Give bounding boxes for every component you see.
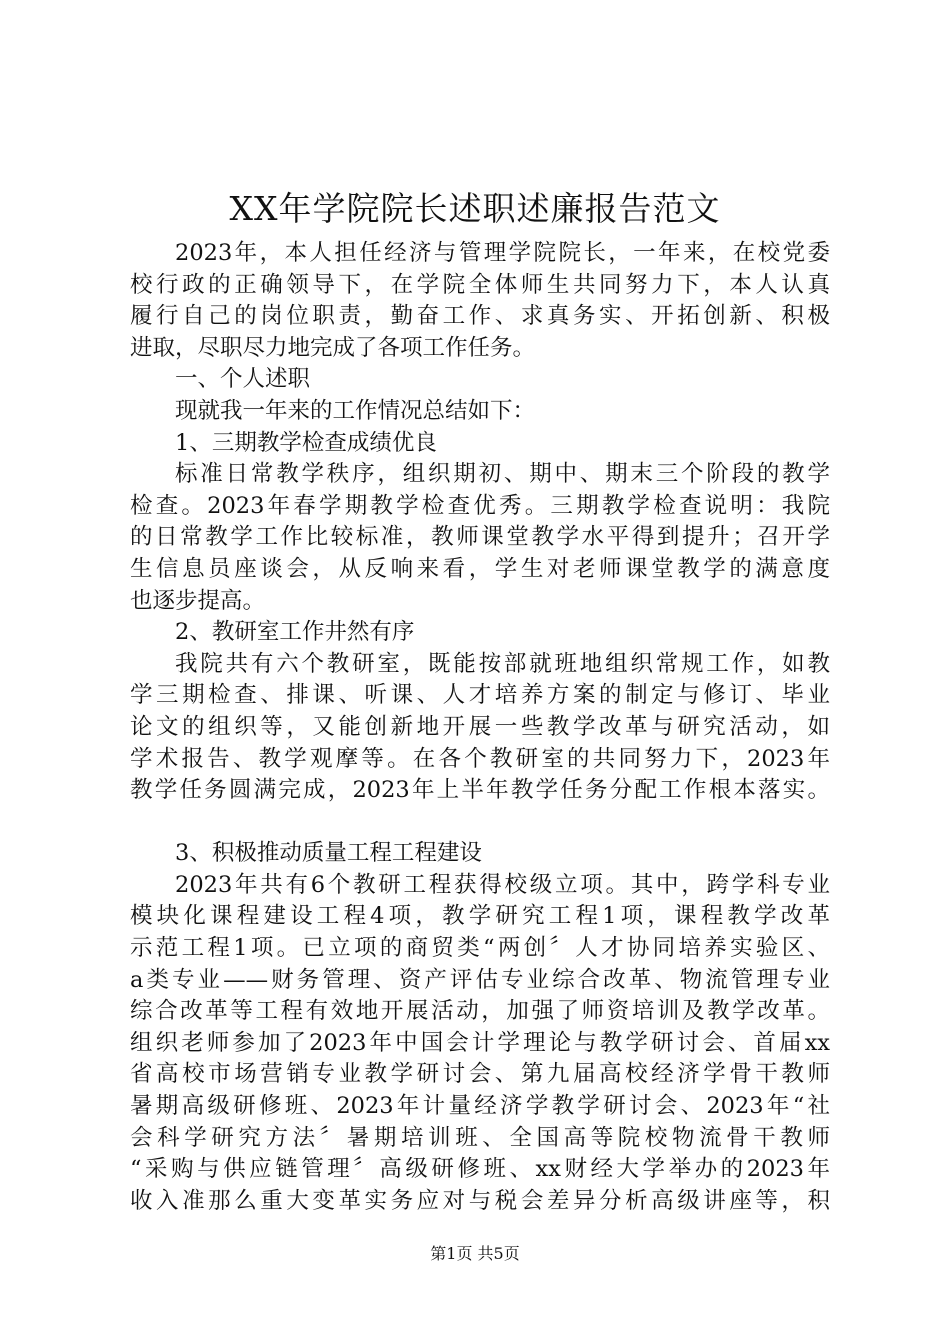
paragraph-line: 暑期高级研修班、2023年计量经济学教学研讨会、2023年“社 bbox=[130, 1093, 830, 1120]
section-heading: 现就我一年来的工作情况总结如下： bbox=[175, 397, 536, 424]
paragraph-line: 组织老师参加了2023年中国会计学理论与教学研讨会、首届xx bbox=[130, 1029, 830, 1056]
paragraph-line: “采购与供应链管理〞高级研修班、xx财经大学举办的2023年 bbox=[130, 1156, 830, 1183]
paragraph-line: 校行政的正确领导下，在学院全体师生共同努力下，本人认真 bbox=[130, 271, 830, 298]
paragraph-line: 学术报告、教学观摩等。在各个教研室的共同努力下，2023年 bbox=[130, 745, 830, 772]
paragraph-line: 我院共有六个教研室，既能按部就班地组织常规工作，如教 bbox=[175, 650, 830, 677]
section-heading: 2、教研室工作井然有序 bbox=[175, 619, 415, 646]
paragraph-line: 2023年，本人担任经济与管理学院院长，一年来，在校党委 bbox=[175, 240, 830, 266]
paragraph-line: 示范工程1项。已立项的商贸类“两创〞人才协同培养实验区、 bbox=[130, 935, 830, 962]
section-heading: 一、个人述职 bbox=[175, 366, 311, 393]
page-footer: 第1页 共5页 bbox=[430, 1244, 520, 1263]
document-title: XX年学院院长述职述廉报告范文 bbox=[229, 189, 721, 228]
paragraph-line: 也逐步提高。 bbox=[130, 587, 266, 614]
document-body bbox=[130, 238, 830, 1217]
paragraph-line: 标准日常教学秩序，组织期初、期中、期末三个阶段的教学 bbox=[175, 461, 830, 488]
paragraph-line: a类专业——财务管理、资产评估专业综合改革、物流管理专业 bbox=[130, 966, 830, 993]
section-heading: 1、三期教学检查成绩优良 bbox=[175, 429, 437, 456]
paragraph-line: 的日常教学工作比较标准，教师课堂教学水平得到提升；召开学 bbox=[130, 524, 830, 551]
paragraph-line: 收入准那么重大变革实务应对与税会差异分析高级讲座等，积 bbox=[130, 1187, 830, 1214]
paragraph-line: 生信息员座谈会，从反响来看，学生对老师课堂教学的满意度 bbox=[130, 555, 830, 582]
paragraph-line: 履行自己的岗位职责，勤奋工作、求真务实、开拓创新、积极 bbox=[130, 303, 830, 330]
paragraph-line: 省高校市场营销专业教学研讨会、第九届高校经济学骨干教师 bbox=[130, 1061, 830, 1088]
paragraph-line: 会科学研究方法〞暑期培训班、全国高等院校物流骨干教师 bbox=[130, 1124, 830, 1151]
paragraph-line: 模块化课程建设工程4项，教学研究工程1项，课程教学改革 bbox=[130, 903, 830, 930]
paragraph-line: 综合改革等工程有效地开展活动，加强了师资培训及教学改革。 bbox=[130, 998, 830, 1025]
paragraph-line: 教学任务圆满完成，2023年上半年教学任务分配工作根本落实。 bbox=[130, 777, 830, 804]
paragraph-line: 2023年共有6个教研工程获得校级立项。其中，跨学科专业 bbox=[175, 871, 830, 898]
paragraph-line: 检查。2023年春学期教学检查优秀。三期教学检查说明：我院 bbox=[130, 492, 830, 519]
paragraph-line: 论文的组织等，又能创新地开展一些教学改革与研究活动，如 bbox=[130, 713, 830, 740]
paragraph-line: 进取，尽职尽力地完成了各项工作任务。 bbox=[130, 334, 536, 361]
section-heading: 3、积极推动质量工程工程建设 bbox=[175, 840, 482, 867]
blank-line bbox=[130, 807, 830, 839]
paragraph-line: 学三期检查、排课、听课、人才培养方案的制定与修订、毕业 bbox=[130, 682, 830, 709]
